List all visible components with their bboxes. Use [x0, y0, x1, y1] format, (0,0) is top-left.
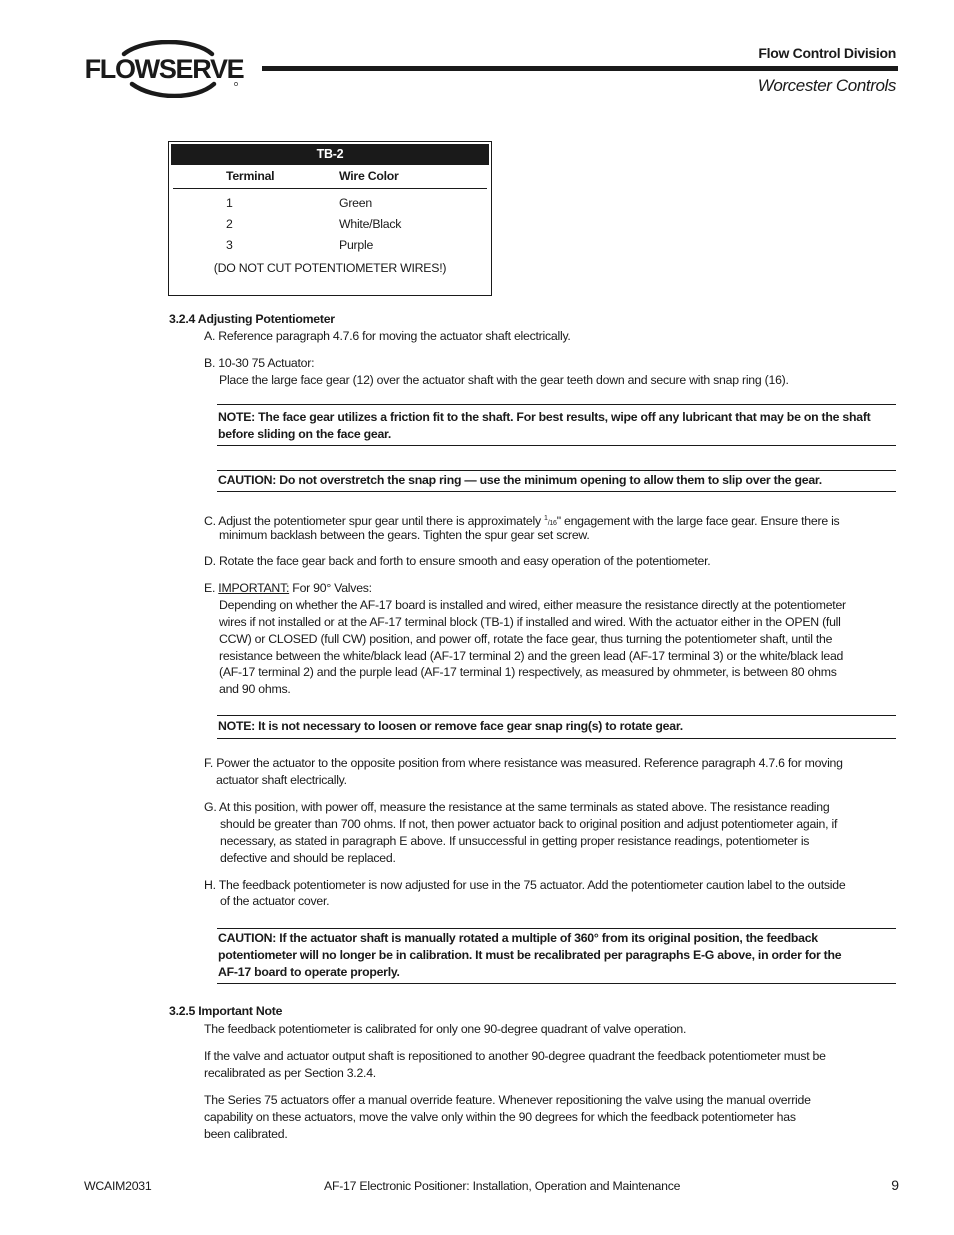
- table-note: (DO NOT CUT POTENTIOMETER WIRES!): [213, 261, 447, 275]
- paragraph-override-line: been calibrated.: [204, 1127, 288, 1141]
- logo-wordmark: FLOWSERVE: [84, 54, 244, 84]
- caution-rule-top: [217, 928, 896, 929]
- paragraph-override-line: capability on these actuators, move the valve only within the 90 degrees for which the feedback potentiometer has: [204, 1110, 796, 1124]
- step-f-line: F. Power the actuator to the opposite position from where resistance was measured. Reference paragraph 4.7.6 for moving: [204, 756, 843, 770]
- step-e-body-line: resistance between the white/black lead (AF-17 terminal 2) and the green lead (AF-17 terminal 3) or the white/black lead: [219, 649, 844, 663]
- table-cell-color: Green: [339, 196, 372, 210]
- flowserve-logo: [84, 40, 244, 98]
- table-cell-terminal: 3: [226, 238, 233, 252]
- caution-rule-bottom: [217, 491, 896, 492]
- caution-rule-bottom: [217, 983, 896, 984]
- header-rule: [262, 66, 898, 71]
- column-header-terminal: Terminal: [226, 169, 275, 183]
- step-g-line: necessary, as stated in paragraph E above. If unsuccessful in getting proper resistance readings, potentiometer is: [220, 834, 810, 848]
- page-number: 9: [891, 1177, 899, 1193]
- paragraph-override-line: The Series 75 actuators offer a manual override feature. Whenever repositioning the valve using the manual override: [204, 1093, 811, 1107]
- step-e-title: E. IMPORTANT: For 90° Valves:: [204, 581, 372, 595]
- paragraph-reposition-line: recalibrated as per Section 3.2.4.: [204, 1066, 376, 1080]
- step-a: A. Reference paragraph 4.7.6 for moving the actuator shaft electrically.: [204, 329, 571, 343]
- table-cell-color: White/Black: [339, 217, 402, 231]
- caution-rule-top: [217, 470, 896, 471]
- step-g-line: should be greater than 700 ohms. If not, then power actuator back to original position and adjust potentiometer again, if: [220, 817, 838, 831]
- caution-snap-ring: CAUTION: Do not overstretch the snap ring — use the minimum opening to allow them to slip over the gear.: [218, 473, 822, 487]
- table-cell-terminal: 1: [226, 196, 233, 210]
- step-h-line: H. The feedback potentiometer is now adjusted for use in the 75 actuator. Add the potentiometer caution label to the outside: [204, 878, 846, 892]
- step-e-body-line: (AF-17 terminal 2) and the purple lead (AF-17 terminal 1) respectively, as measured by ohmmeter, is between 80 ohms: [219, 665, 837, 679]
- step-e-body-line: and 90 ohms.: [219, 682, 291, 696]
- section-heading-3-2-4: 3.2.4 Adjusting Potentiometer: [169, 312, 335, 326]
- caution-calibration-line: CAUTION: If the actuator shaft is manually rotated a multiple of 360° from its original position, the feedback: [218, 931, 818, 945]
- step-g-line: defective and should be replaced.: [220, 851, 396, 865]
- step-e-body-line: Depending on whether the AF-17 board is installed and wired, either measure the resistance directly at the potentiometer: [219, 598, 846, 612]
- fraction-denominator: 16: [549, 520, 557, 527]
- tb2-wire-table: [168, 141, 492, 296]
- paragraph-calibration: The feedback potentiometer is calibrated for only one 90-degree quadrant of valve operation.: [204, 1022, 687, 1036]
- step-c-line2: minimum backlash between the gears. Tighten the spur gear set screw.: [219, 528, 590, 542]
- table-cell-color: Purple: [339, 238, 374, 252]
- brand-name: Worcester Controls: [757, 76, 896, 95]
- table-title: TB-2: [171, 144, 489, 165]
- note-rule-bottom: [217, 445, 896, 446]
- note-rule-top: [217, 404, 896, 405]
- step-c-line1: C. Adjust the potentiometer spur gear until there is approximately $^1$/16" engagement with the large face gear. Ensure there is: [204, 514, 840, 528]
- step-g-line: G. At this position, with power off, measure the resistance at the same terminals as stated above. The resistance reading: [204, 800, 830, 814]
- table-cell-terminal: 2: [226, 217, 233, 231]
- fraction-numerator: 1: [544, 515, 548, 522]
- step-b-body: Place the large face gear (12) over the actuator shaft with the gear teeth down and secure with snap ring (16).: [219, 373, 789, 387]
- step-e-body-line: CCW) or CLOSED (full CW) position, and power off, rotate the face gear, thus turning the potentiometer shaft, until the: [219, 632, 833, 646]
- step-b-title: B. 10-30 75 Actuator:: [204, 356, 315, 370]
- caution-calibration-line: potentiometer will no longer be in calibration. It must be recalibrated per paragraphs E-G above, in order for the: [218, 948, 842, 962]
- step-d: D. Rotate the face gear back and forth to ensure smooth and easy operation of the potentiometer.: [204, 554, 711, 568]
- step-h-line: of the actuator cover.: [220, 894, 330, 908]
- note-snap-ring: NOTE: It is not necessary to loosen or remove face gear snap ring(s) to rotate gear.: [218, 719, 683, 733]
- note-face-gear-line2: before sliding on the face gear.: [218, 427, 392, 441]
- important-label: IMPORTANT:: [218, 581, 290, 595]
- caution-calibration-line: AF-17 board to operate properly.: [218, 965, 400, 979]
- table-header-rule: [173, 188, 487, 189]
- division-name: Flow Control Division: [758, 45, 896, 61]
- note-rule-bottom: [217, 738, 896, 739]
- note-rule-top: [217, 715, 896, 716]
- step-f-line: actuator shaft electrically.: [216, 773, 347, 787]
- section-heading-3-2-5: 3.2.5 Important Note: [169, 1004, 283, 1018]
- paragraph-reposition-line: If the valve and actuator output shaft is repositioned to another 90-degree quadrant the feedback potentiometer must be: [204, 1049, 826, 1063]
- footer-doc-id: WCAIM2031: [84, 1179, 152, 1193]
- note-face-gear-line1: NOTE: The face gear utilizes a friction fit to the shaft. For best results, wipe off any lubricant that may be on the shaft: [218, 410, 871, 424]
- footer-title: AF-17 Electronic Positioner: Installation, Operation and Maintenance: [324, 1179, 681, 1193]
- column-header-wire-color: Wire Color: [339, 169, 399, 183]
- step-e-body-line: wires if not installed or at the AF-17 terminal block (TB-1) if installed and wired. With the actuator either in the OPEN (full: [219, 615, 841, 629]
